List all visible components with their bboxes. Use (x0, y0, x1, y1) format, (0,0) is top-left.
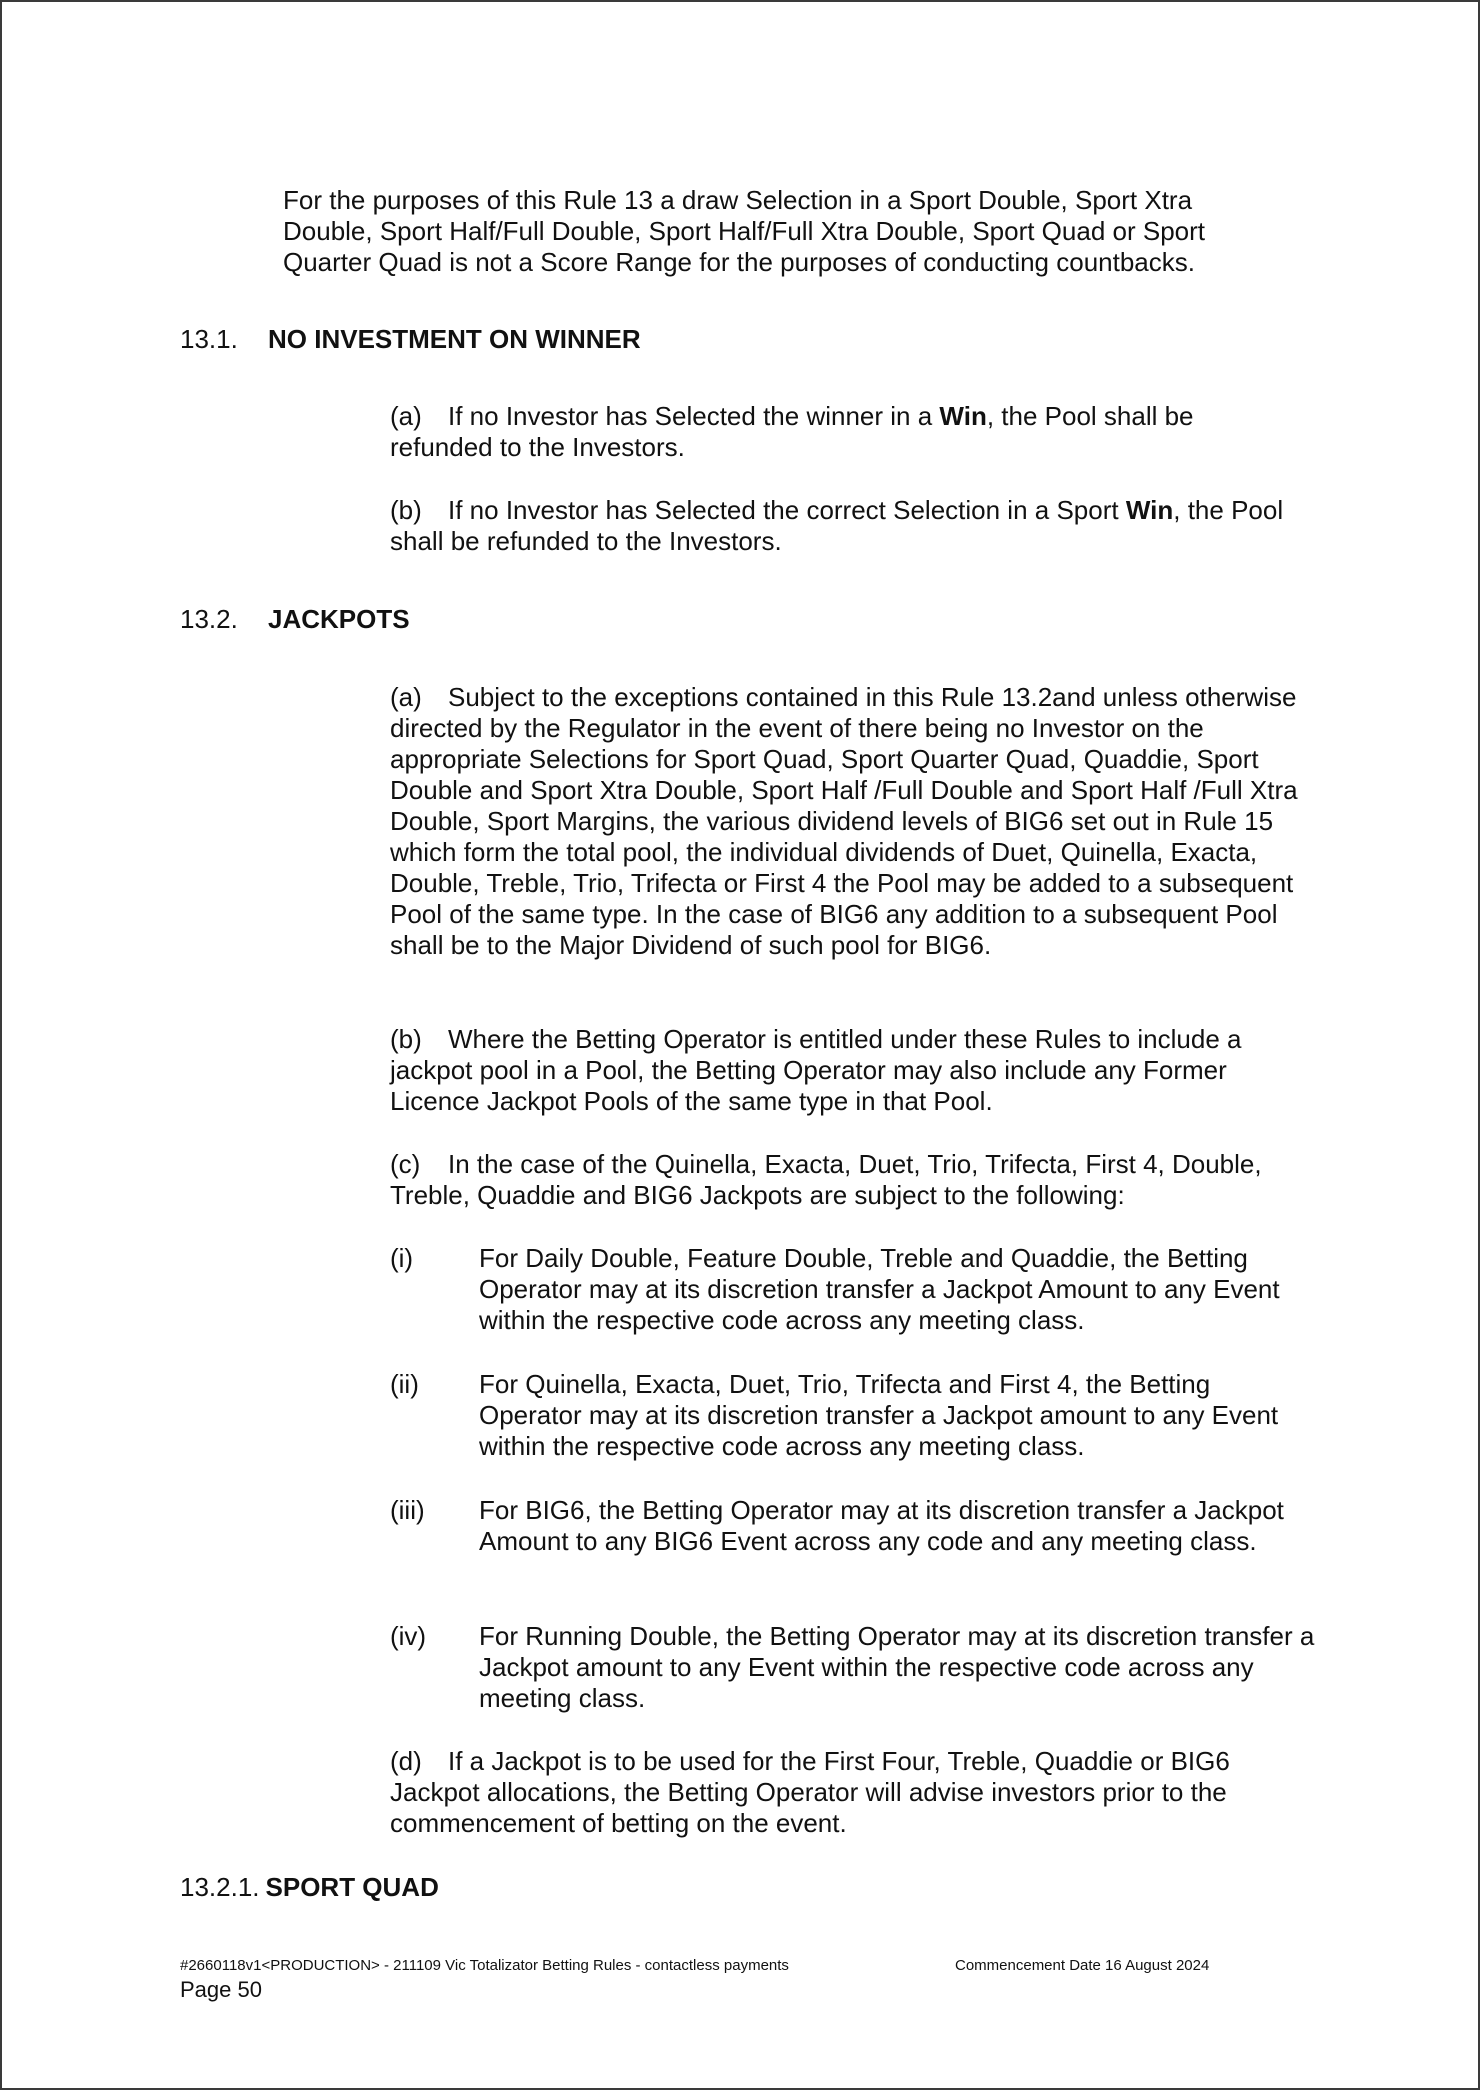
list-item-iii (390, 1495, 1320, 1588)
section-title: JACKPOTS (268, 604, 410, 634)
section-number: 13.2. (180, 604, 238, 634)
list-item-text: For BIG6, the Betting Operator may at its discretion transfer a Jackpot Amount to any BIG6 Event across any code and any meeting class. (479, 1495, 1284, 1556)
clause-label: (c) (390, 1149, 421, 1179)
section-number: 13.2.1. (180, 1872, 260, 1902)
list-item-label: (i) (390, 1243, 414, 1273)
clause-13-2-b: (b) Where the Betting Operator is entitled under these Rules to include a jackpot pool in a Pool, the Betting Operator may also include any Former Licence Jackpot Pools of the same type in that Pool. (390, 1024, 1242, 1116)
clause-label: (a) (390, 682, 422, 712)
list-item-iv (390, 1621, 1320, 1714)
clause-label: (a) (390, 401, 422, 431)
list-item-label: (ii) (390, 1369, 419, 1399)
list-item-label: (iv) (390, 1621, 427, 1651)
list-item-text: For Running Double, the Betting Operator may at its discretion transfer a Jackpot amount to any Event within the respective code across any meeting class. (479, 1621, 1315, 1713)
intro-text: For the purposes of this Rule 13 a draw Selection in a Sport Double, Sport Xtra Double, Sport Half/Full Double, Sport Half/Full Xtra Double, Sport Quad or Sport Quarter Quad is not a Score Range for the purposes of conducting countbacks. (283, 185, 1205, 277)
clause-13-1-a: (a) If no Investor has Selected the winner in a Win, the Pool shall be refunded to the Investors. (390, 401, 1194, 462)
clause-label: (d) (390, 1746, 422, 1776)
section-heading-13-2 (180, 604, 410, 635)
section-heading-13-1 (180, 324, 641, 355)
list-item-i (390, 1243, 1320, 1336)
clause-label: (b) (390, 495, 422, 525)
section-title: NO INVESTMENT ON WINNER (268, 324, 641, 354)
footer-commencement-date: Commencement Date 16 August 2024 (955, 1957, 1210, 1974)
clause-label: (b) (390, 1024, 422, 1054)
intro-paragraph (283, 185, 1283, 278)
footer-page-number: Page 50 (180, 1977, 262, 2002)
list-item-text: For Quinella, Exacta, Duet, Trio, Trifecta and First 4, the Betting Operator may at its discretion transfer a Jackpot amount to any Event within the respective code across any meeting class. (479, 1369, 1279, 1461)
clause-13-2-c: (c) In the case of the Quinella, Exacta, Duet, Trio, Trifecta, First 4, Double, Treble, Quaddie and BIG6 Jackpots are subject to the following: (390, 1149, 1262, 1210)
footer-document-reference: #2660118v1<PRODUCTION> - 211109 Vic Totalizator Betting Rules - contactless payments (180, 1957, 789, 1974)
list-item-label: (iii) (390, 1495, 425, 1525)
list-item-ii (390, 1369, 1320, 1462)
clause-13-1-b: (b) If no Investor has Selected the correct Selection in a Sport Win, the Pool shall be refunded to the Investors. (390, 495, 1284, 556)
list-item-text: For Daily Double, Feature Double, Treble and Quaddie, the Betting Operator may at its discretion transfer a Jackpot Amount to any Event within the respective code across any meeting class. (479, 1243, 1280, 1335)
clause-13-2-a: (a) Subject to the exceptions contained in this Rule 13.2and unless otherwise directed by the Regulator in the event of there being no Investor on the appropriate Selections for Sport Quad, Sport Quarter Quad, Quaddie, Sport Double and Sport Xtra Double, Sport Half /Full Double and Sport Half /Full Xtra Double, Sport Margins, the various dividend levels of BIG6 set out in Rule 15 which form the total pool, the individual dividends of Duet, Quinella, Exacta, Double, Treble, Trio, Trifecta or First 4 the Pool may be added to a subsequent Pool of the same type. In the case of BIG6 any addition to a subsequent Pool shall be to the Major Dividend of such pool for BIG6. (390, 682, 1298, 960)
section-title: SPORT QUAD (265, 1872, 439, 1902)
section-number: 13.1. (180, 324, 238, 354)
section-heading-13-2-1 (180, 1872, 439, 1903)
clause-13-2-d: (d) If a Jackpot is to be used for the First Four, Treble, Quaddie or BIG6 Jackpot allocations, the Betting Operator will advise investors prior to the commencement of betting on the event. (390, 1746, 1230, 1838)
